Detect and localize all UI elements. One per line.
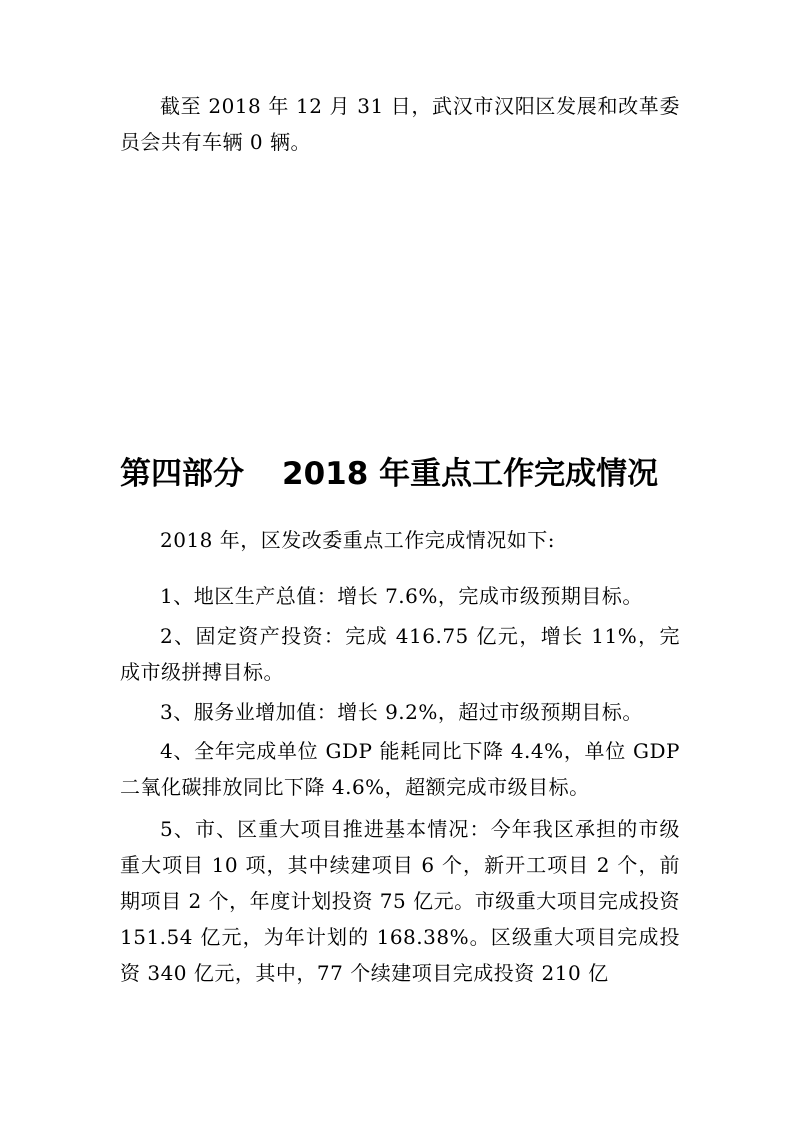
section-heading: [120, 452, 720, 496]
section-title: 2018 年重点工作完成情况: [282, 456, 659, 492]
list-item: 4、全年完成单位 GDP 能耗同比下降 4.4%，单位 GDP 二氧化碳排放同比下降 4.6%，超额完成市级目标。: [120, 739, 680, 799]
section-part-label: 第四部分: [120, 456, 244, 492]
intro-paragraph: 2018 年，区发改委重点工作完成情况如下:: [160, 528, 555, 552]
list-item: 3、服务业增加值：增长 9.2%，超过市级预期目标。: [160, 700, 643, 724]
list-item: 1、地区生产总值：增长 7.6%，完成市级预期目标。: [160, 584, 643, 608]
vehicles-paragraph: 截至 2018 年 12 月 31 日，武汉市汉阳区发展和改革委员会共有车辆 0 辆。: [120, 94, 680, 154]
list-item: 2、固定资产投资：完成 416.75 亿元，增长 11%，完成市级拼搏目标。: [120, 624, 680, 684]
list-item: 5、市、区重大项目推进基本情况：今年我区承担的市级重大项目 10 项，其中续建项目 6 个，新开工项目 2 个，前期项目 2 个，年度计划投资 75 亿元。市级重大项目完成投资 151.54 亿元，为年计划的 168.38%。区级重大项目完成投资 340 亿元，其中，77 个续建项目完成投资 210 亿: [120, 817, 680, 985]
